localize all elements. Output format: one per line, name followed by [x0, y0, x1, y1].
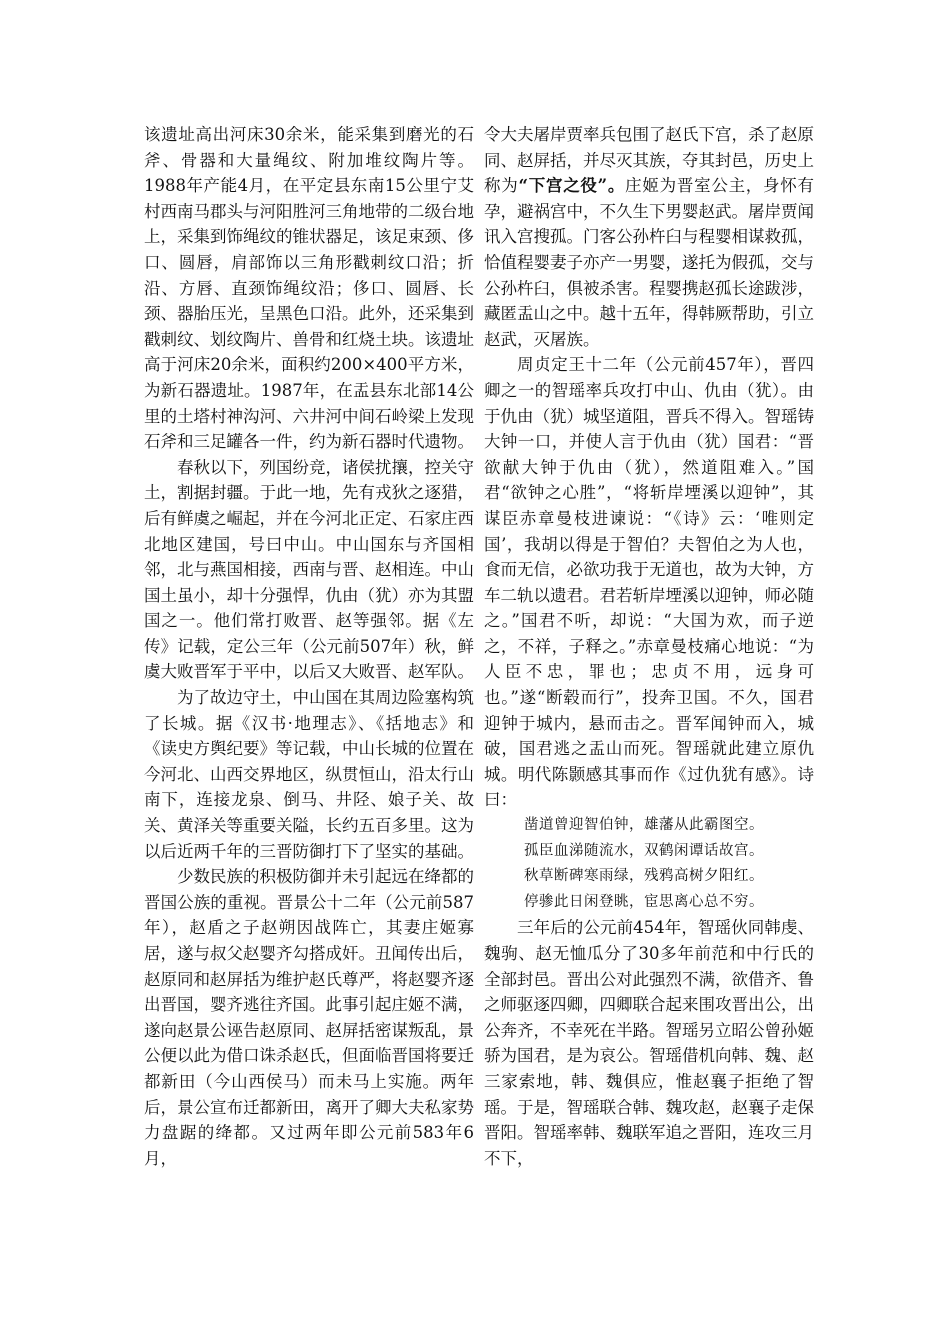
paragraph: 春秋以下，列国纷竞，诸侯扰攘，控关守土，割据封疆。于此一地，先有戎狄之逐猎，后有鲜虞之崛起，并在今河北正定、石家庄西北地区建国，号曰中山。中山国东与齐国相邻，北与燕国相接，西南与晋、赵相连。中山国土虽小，却十分强悍，仇由（犹）亦为其盟国之一。他们常打败晋、赵等强邻。据《左传》记载，定公三年（公元前507年）秋，鲜虞大败晋军于平中，以后又大败晋、赵军队。 [144, 457, 474, 682]
poem-line: 秋草断碑寒雨绿，残鸦高树夕阳红。 [524, 868, 764, 885]
left-column [144, 122, 474, 1171]
right-column [484, 122, 814, 1171]
paragraph: 为了故边守土，中山国在其周边险塞构筑了长城。据《汉书·地理志》、《括地志》和《读史方舆纪要》等记载，中山长城的位置在今河北、山西交界地区，纵贯恒山，沿太行山南下，连接龙泉、倒马、井陉、娘子关、故关、黄泽关等重要关隘，长约五百多里。这为以后近两千年的三晋防御打下了坚实的基础。 [144, 688, 474, 861]
poem-line: 凿道曾迎智伯钟，雄藩从此霸图空。 [524, 817, 764, 834]
paragraph-text: 庄姬为晋室公主，身怀有孕，避祸宫中，不久生下男婴赵武。屠岸贾闻讯入宫搜孤。门客公孙杵臼与程婴相谋救孤，恰值程婴妻子亦产一男婴，遂托为假孤，交与公孙杵臼，俱被杀害。程婴携赵孤长途跋涉，藏匿盂山之中。越十五年，得韩厥帮助，引立赵武，灭屠族。 [484, 176, 815, 349]
paragraph-text: 令大夫屠岸贾率兵包围了赵氏下宫，杀了赵原同、赵屏括，并尽灭其族，夺其封邑，历史上称为 [484, 125, 814, 196]
paragraph: 少数民族的积极防御并未引起远在绛都的晋国公族的重视。晋景公十二年（公元前587年），赵盾之子赵朔因战阵亡，其妻庄姬寡居，遂与叔父赵婴齐勾搭成奸。丑闻传出后，赵原同和赵屏括为维护赵氏尊严，将赵婴齐逐出晋国，婴齐逃往齐国。此事引起庄姬不满，遂向赵景公诬告赵原同、赵屏括密谋叛乱，景公便以此为借口诛杀赵氏，但面临晋国将要迁都新田（今山西侯马）而未马上实施。两年后，景公宣布迁都新田，离开了卿大夫私家势力盘踞的绛都。又过两年即公元前583年6月， [144, 867, 474, 1168]
poem-line: 孤臣血涕随流水，双鹤闲谭话故宫。 [524, 842, 764, 859]
poem-line: 停骖此日闲登眺，宦思离心总不穷。 [524, 893, 764, 910]
poem [484, 813, 814, 915]
paragraph [484, 122, 814, 352]
paragraph: 三年后的公元前454年，智瑶伙同韩虔、魏驹、赵无恤瓜分了30多年前范和中行氏的全部封邑。晋出公对此强烈不满，欲借齐、鲁之师驱逐四卿，四卿联合起来围攻晋出公，出公奔齐，不幸死在半路。智瑶另立昭公曾孙姬骄为国君，是为哀公。智瑶借机向韩、魏、赵三家索地，韩、魏俱应，惟赵襄子拒绝了智瑶。于是，智瑶联合韩、魏攻赵，赵襄子走保晋阳。智瑶率韩、魏联军追之晋阳，连攻三月不下， [484, 918, 814, 1168]
paragraph: 该遗址高出河床30余米，能采集到磨光的石斧、骨器和大量绳纹、附加堆纹陶片等。1988年产能4月，在平定县东南15公里宁艾村西南马郡头与河阳胜河三角地带的二级台地上，采集到饰绳纹的锥状器足，该足束颈、侈口、圆唇，肩部饰以三角形戳刺纹口沿；折沿、方唇、直颈饰绳纹沿；侈口、圆唇、长颈、器胎压光，呈黑色口沿。此外，还采集到戳刺纹、划纹陶片、兽骨和红烧土块。该遗址高于河床20余米，面积约200×400平方米，为新石器遗址。1987年，在盂县东北部14公里的土塔村神沟河、六井河中间石岭梁上发现石斧和三足罐各一件，约为新石器时代遗物。 [144, 125, 474, 452]
paragraph: 周贞定王十二年（公元前457年），晋四卿之一的智瑶率兵攻打中山、仇由（犹）。由于仇由（犹）城坚道阻，晋兵不得入。智瑶铸大钟一口，并使人言于仇由（犹）国君：“晋欲献大钟于仇由（犹），然道阻难入。”国君“欲钟之心胜”，“将斩岸堙溪以迎钟”，其谋臣赤章曼枝进谏说：“《诗》云：‘唯则定国’，我胡以得是于智伯？夫智伯之为人也，食而无信，必欲功我于无道也，故为大钟，方车二轨以遗君。君若斩岸堙溪以迎钟，师必随之。”国君不听，却说：“大国为欢，而子逆之，不祥，子释之。”赤章曼枝痛心地说：“为人臣不忠，罪也；忠贞不用，远身可也。”遂“断毂而行”，投奔卫国。不久，国君迎钟于城内，悬而击之。晋军闻钟而入，城破，国君逃之盂山而死。智瑶就此建立原仇城。明代陈颢感其事而作《过仇犹有感》。诗曰： [484, 355, 814, 810]
bold-term: “下宫之役”。 [518, 176, 626, 196]
